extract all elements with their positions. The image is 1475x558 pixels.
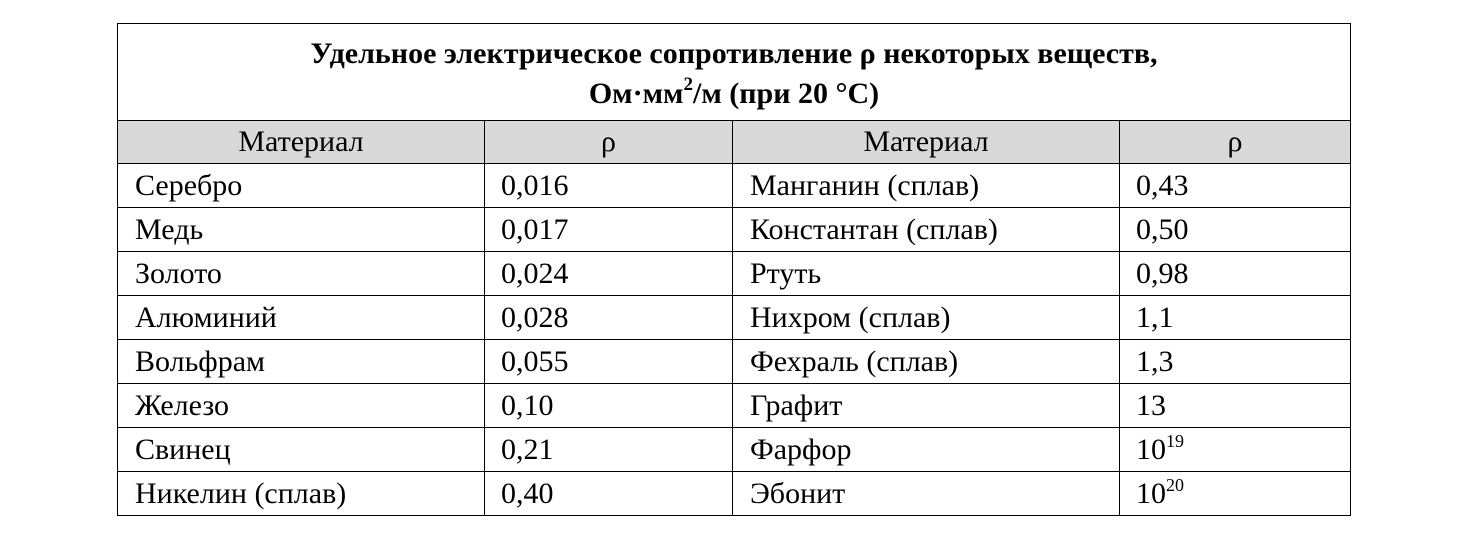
table-row <box>118 164 1351 208</box>
resistivity-value: 0,98 <box>1136 256 1189 290</box>
resistivity-cell <box>1120 208 1351 252</box>
header-material-left: Материал <box>118 121 485 164</box>
resistivity-cell <box>1120 384 1351 428</box>
header-rho-left: ρ <box>485 121 733 164</box>
resistivity-cell: 0,10 <box>485 384 733 428</box>
material-cell: Вольфрам <box>118 340 485 384</box>
resistivity-cell: 0,017 <box>485 208 733 252</box>
material-cell: Железо <box>118 384 485 428</box>
table-row <box>118 384 1351 428</box>
material-cell: Графит <box>733 384 1120 428</box>
resistivity-value: 0,50 <box>1136 212 1189 246</box>
table-row <box>118 340 1351 384</box>
resistivity-cell <box>1120 472 1351 516</box>
resistivity-cell <box>1120 340 1351 384</box>
resistivity-exponent: 19 <box>1166 430 1184 451</box>
title-unit-exponent: 2 <box>683 74 693 95</box>
material-cell: Нихром (сплав) <box>733 296 1120 340</box>
resistivity-cell: 0,016 <box>485 164 733 208</box>
header-row <box>118 121 1351 164</box>
resistivity-value: 1,1 <box>1136 300 1174 334</box>
table-title <box>118 24 1351 121</box>
header-rho-right: ρ <box>1120 121 1351 164</box>
resistivity-table <box>117 23 1351 516</box>
title-row <box>118 24 1351 121</box>
material-cell: Константан (сплав) <box>733 208 1120 252</box>
title-unit-prefix: Ом·мм <box>588 77 684 110</box>
resistivity-exponent: 20 <box>1166 474 1184 495</box>
material-cell: Алюминий <box>118 296 485 340</box>
table-row <box>118 296 1351 340</box>
material-cell: Манганин (сплав) <box>733 164 1120 208</box>
title-unit-suffix: /м (при 20 °С) <box>693 77 880 110</box>
table-title-line2 <box>118 74 1350 114</box>
table-row <box>118 472 1351 516</box>
header-material-right: Материал <box>733 121 1120 164</box>
material-cell: Серебро <box>118 164 485 208</box>
table-row <box>118 252 1351 296</box>
resistivity-cell <box>1120 428 1351 472</box>
table-title-line1: Удельное электрическое сопротивление ρ некоторых веществ, <box>310 37 1158 70</box>
material-cell: Золото <box>118 252 485 296</box>
resistivity-cell: 0,055 <box>485 340 733 384</box>
table-body <box>118 164 1351 516</box>
resistivity-value: 10 <box>1136 476 1166 510</box>
material-cell: Ртуть <box>733 252 1120 296</box>
table-row <box>118 428 1351 472</box>
material-cell: Фехраль (сплав) <box>733 340 1120 384</box>
resistivity-cell <box>1120 164 1351 208</box>
resistivity-cell <box>1120 296 1351 340</box>
resistivity-value: 0,43 <box>1136 168 1189 202</box>
resistivity-value: 13 <box>1136 388 1166 422</box>
resistivity-cell: 0,40 <box>485 472 733 516</box>
resistivity-value: 10 <box>1136 432 1166 466</box>
material-cell: Медь <box>118 208 485 252</box>
resistivity-cell <box>1120 252 1351 296</box>
resistivity-value: 1,3 <box>1136 344 1174 378</box>
material-cell: Никелин (сплав) <box>118 472 485 516</box>
resistivity-cell: 0,028 <box>485 296 733 340</box>
material-cell: Свинец <box>118 428 485 472</box>
resistivity-cell: 0,21 <box>485 428 733 472</box>
material-cell: Эбонит <box>733 472 1120 516</box>
table-row <box>118 208 1351 252</box>
resistivity-cell: 0,024 <box>485 252 733 296</box>
material-cell: Фарфор <box>733 428 1120 472</box>
